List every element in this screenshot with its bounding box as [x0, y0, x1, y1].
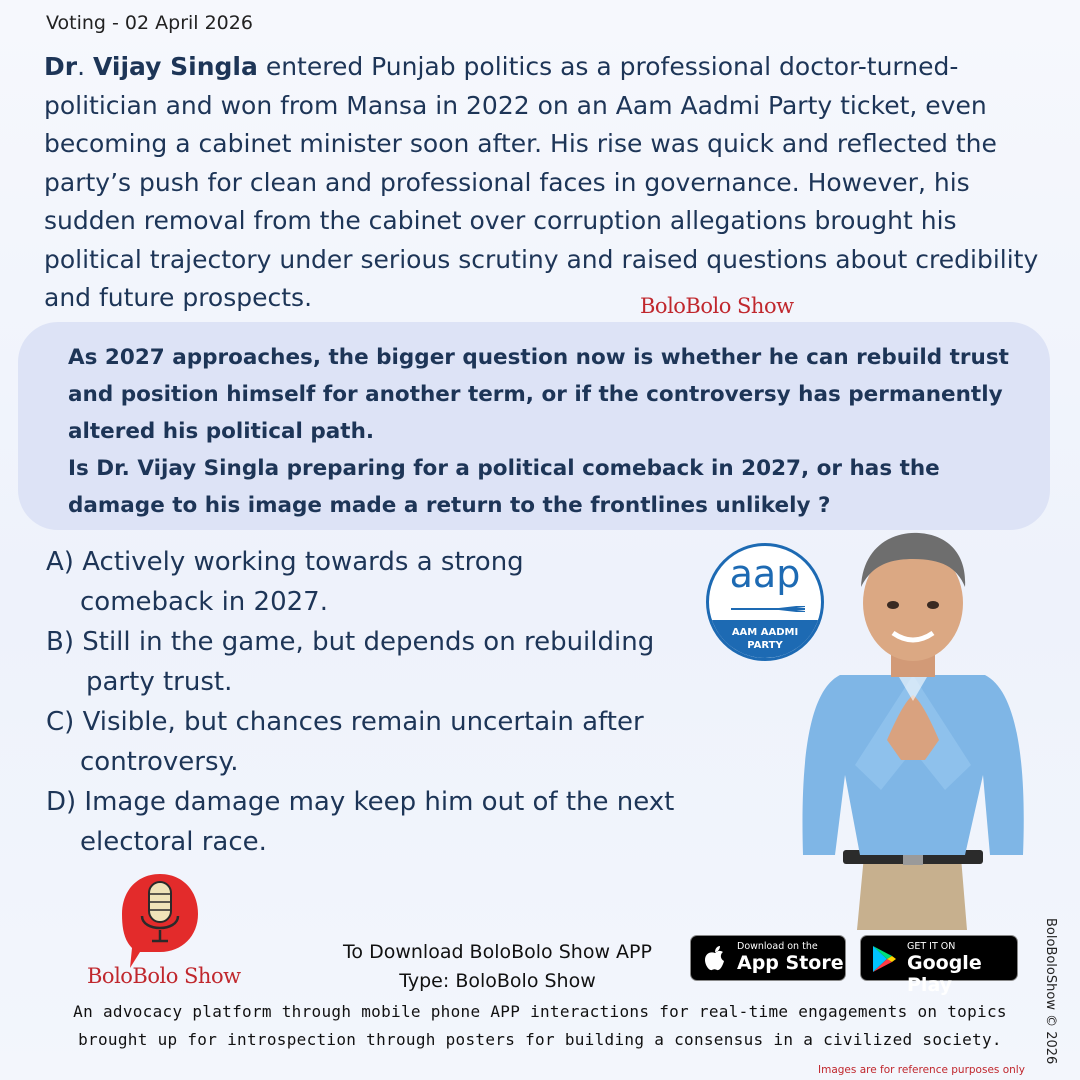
option-c-line2: controversy. — [80, 747, 239, 777]
option-c[interactable] — [46, 702, 644, 782]
option-d[interactable] — [46, 782, 674, 862]
option-a[interactable] — [46, 542, 524, 622]
option-d-line1: D) Image damage may keep him out of the next — [46, 787, 675, 817]
brand-logo-text: BoloBolo Show — [87, 964, 241, 988]
option-d-line2: electoral race. — [80, 827, 267, 857]
option-b[interactable] — [46, 622, 654, 702]
candidate-photo — [795, 525, 1030, 930]
footer-line2: brought up for introspection through posters for building a consensus in a civilized society. — [78, 1030, 1002, 1049]
intro-text: entered Punjab politics as a professional doctor-turned-politician and won from Mansa in 2022 on an Aam Aadmi Party ticket, even becoming a cabinet minister soon after. His rise was quick and reflected the party’s push for clean and professional faces in governance. However, his sudden removal from the cabinet over corruption allegations brought his political trajectory under serious scrutiny and raised questions about credibility and future prospects. — [44, 52, 1039, 312]
intro-paragraph — [44, 48, 1054, 318]
candidate-name: Vijay Singla — [93, 52, 258, 81]
question-text — [68, 339, 1028, 524]
footer-tagline — [30, 998, 1050, 1054]
google-play-badge[interactable] — [860, 935, 1018, 996]
option-b-line1: B) Still in the game, but depends on rebuilding — [46, 627, 655, 657]
microphone-icon — [118, 870, 202, 970]
copyright-vertical: BoloBoloShow © 2026 — [1043, 918, 1058, 1065]
option-a-line2: comeback in 2027. — [80, 587, 328, 617]
google-play-big: Google Play — [907, 952, 982, 996]
google-play-icon — [871, 945, 897, 973]
option-c-line1: C) Visible, but chances remain uncertain after — [46, 707, 644, 737]
app-store-small: Download on the — [737, 941, 818, 952]
name-dot: . — [77, 52, 86, 81]
app-store-badge[interactable] — [690, 935, 846, 981]
download-line1: To Download BoloBolo Show APP — [343, 941, 652, 963]
name-prefix: Dr — [44, 52, 78, 81]
question-main: Is Dr. Vijay Singla preparing for a political comeback in 2027, or has the damage to his image made a return to the frontlines unlikely ? — [68, 456, 940, 518]
party-name-line2: PARTY — [747, 640, 783, 651]
google-play-small: GET IT ON — [907, 941, 956, 952]
option-a-line1: A) Actively working towards a strong — [46, 547, 524, 577]
download-line2: Type: BoloBolo Show — [399, 970, 596, 992]
question-context: As 2027 approaches, the bigger question now is whether he can rebuild trust and position himself for another term, or if the controversy has permanently altered his political path. — [68, 345, 1009, 444]
apple-icon — [703, 945, 727, 973]
broom-icon — [731, 606, 805, 612]
footer-line1: An advocacy platform through mobile phone APP interactions for real-time engagements on topics — [73, 1002, 1007, 1021]
disclaimer: Images are for reference purposes only — [818, 1064, 1025, 1076]
party-name-line1: AAM AADMI — [731, 627, 799, 638]
app-store-big: App Store — [737, 952, 844, 974]
download-instructions — [320, 938, 675, 996]
party-abbr: aap — [729, 552, 801, 596]
brand-watermark-mid: BoloBolo Show — [640, 294, 794, 318]
poll-date: Voting - 02 April 2026 — [46, 12, 253, 34]
option-b-line2: party trust. — [86, 667, 233, 697]
